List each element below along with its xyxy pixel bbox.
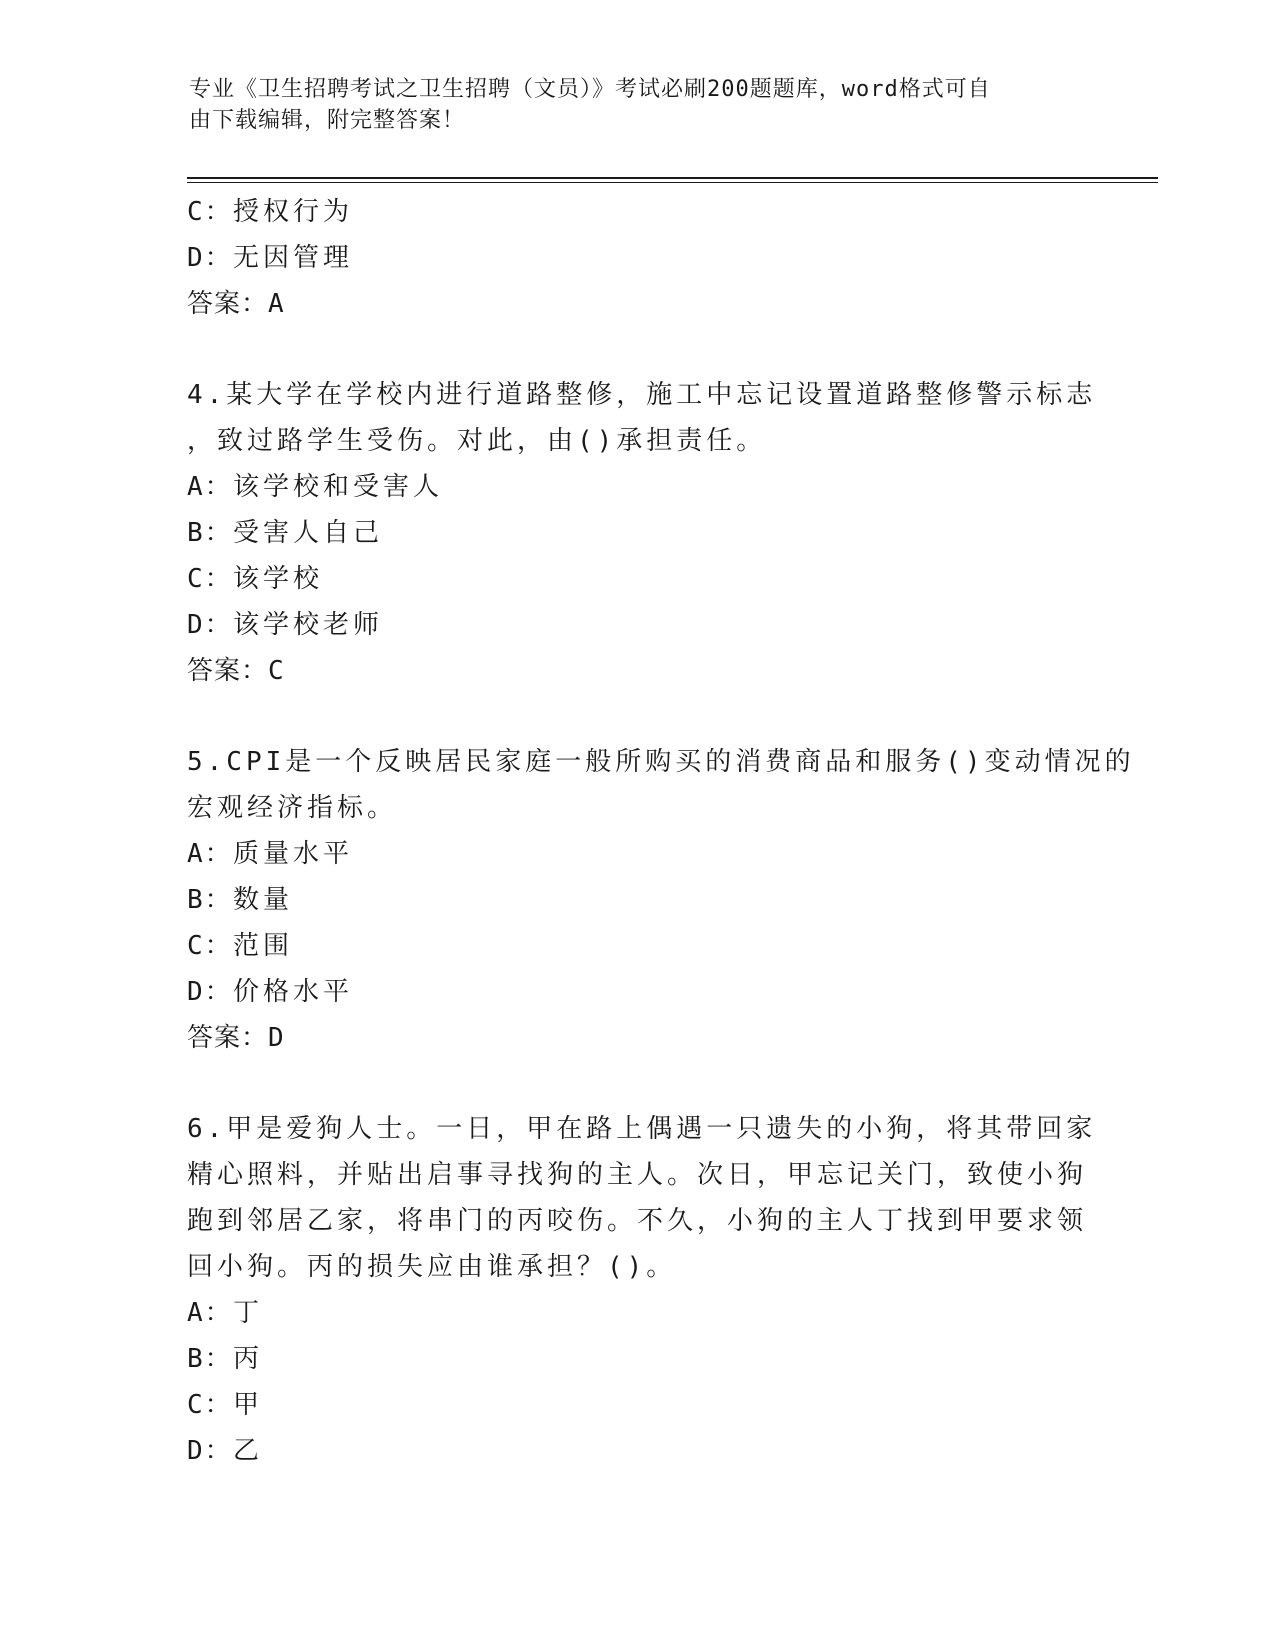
option-text: 无因管理 [233, 243, 354, 273]
option-text: 该学校老师 [233, 610, 384, 640]
answer-label: 答案： [187, 289, 269, 319]
option-a [187, 1290, 1107, 1336]
option-key: A： [187, 1298, 233, 1328]
question-stem [187, 1106, 1107, 1290]
question-6 [187, 1106, 1107, 1474]
question-content [187, 189, 1135, 1474]
stem-line: 精心照料，并贴出启事寻找狗的主人。次日，甲忘记关门，致使小狗 [187, 1160, 1088, 1190]
stem-line: 回小狗。丙的损失应由谁承担？()。 [187, 1252, 677, 1282]
stem-line: ，致过路学生受伤。对此，由()承担责任。 [187, 426, 767, 456]
question-stem [187, 739, 1135, 831]
option-key: A： [187, 472, 233, 502]
option-d [187, 235, 1107, 281]
header-line-1: 专业《卫生招聘考试之卫生招聘（文员）》考试必刷200题题库，word格式可自 [189, 77, 991, 102]
answer-value: A [268, 289, 285, 319]
answer-label: 答案： [187, 1023, 269, 1053]
option-text: 该学校 [233, 564, 324, 594]
option-b [187, 510, 1107, 556]
spacer [187, 1061, 1107, 1106]
answer-line [187, 648, 1107, 694]
option-text: 受害人自己 [233, 518, 384, 548]
option-text: 数量 [233, 885, 294, 915]
option-key: D： [187, 1436, 233, 1466]
question-stem [187, 372, 1107, 464]
option-text: 授权行为 [233, 197, 354, 227]
spacer [187, 694, 1107, 739]
stem-line: 宏观经济指标。 [187, 793, 398, 823]
option-key: B： [187, 1344, 233, 1374]
option-key: A： [187, 839, 233, 869]
option-c [187, 556, 1107, 602]
option-key: D： [187, 977, 233, 1007]
option-key: B： [187, 885, 233, 915]
document-header [189, 74, 1069, 136]
stem-line: 5.CPI是一个反映居民家庭一般所购买的消费商品和服务()变动情况的 [187, 747, 1135, 777]
option-a [187, 831, 1107, 877]
answer-label: 答案： [187, 656, 269, 686]
option-text: 范围 [233, 931, 294, 961]
option-d [187, 1428, 1107, 1474]
option-c [187, 1382, 1107, 1428]
option-key: B： [187, 518, 233, 548]
question-4 [187, 372, 1107, 694]
option-key: C： [187, 197, 233, 227]
option-c [187, 923, 1107, 969]
stem-line: 跑到邻居乙家，将串门的丙咬伤。不久，小狗的主人丁找到甲要求领 [187, 1206, 1088, 1236]
option-text: 价格水平 [233, 977, 354, 1007]
option-key: D： [187, 243, 233, 273]
answer-line [187, 1015, 1107, 1061]
header-line-2: 由下载编辑，附完整答案！ [189, 108, 466, 133]
option-c [187, 189, 1107, 235]
option-a [187, 464, 1107, 510]
stem-line: 6.甲是爱狗人士。一日，甲在路上偶遇一只遗失的小狗，将其带回家 [187, 1114, 1097, 1144]
option-key: C： [187, 564, 233, 594]
header-divider-thin [187, 182, 1158, 183]
header-divider-thick [187, 177, 1158, 179]
option-text: 该学校和受害人 [233, 472, 444, 502]
option-d [187, 969, 1107, 1015]
option-b [187, 1336, 1107, 1382]
answer-line [187, 281, 1107, 327]
stem-line: 4.某大学在学校内进行道路整修，施工中忘记设置道路整修警示标志 [187, 380, 1097, 410]
option-key: D： [187, 610, 233, 640]
question-5 [187, 739, 1135, 1061]
option-text: 丙 [233, 1344, 264, 1374]
option-b [187, 877, 1107, 923]
option-d [187, 602, 1107, 648]
spacer [187, 327, 1107, 372]
option-text: 质量水平 [233, 839, 354, 869]
option-text: 甲 [233, 1390, 264, 1420]
question-3-tail [187, 189, 1107, 327]
option-text: 乙 [233, 1436, 264, 1466]
option-key: C： [187, 1390, 233, 1420]
answer-value: C [268, 656, 285, 686]
option-text: 丁 [233, 1298, 264, 1328]
answer-value: D [268, 1023, 285, 1053]
option-key: C： [187, 931, 233, 961]
